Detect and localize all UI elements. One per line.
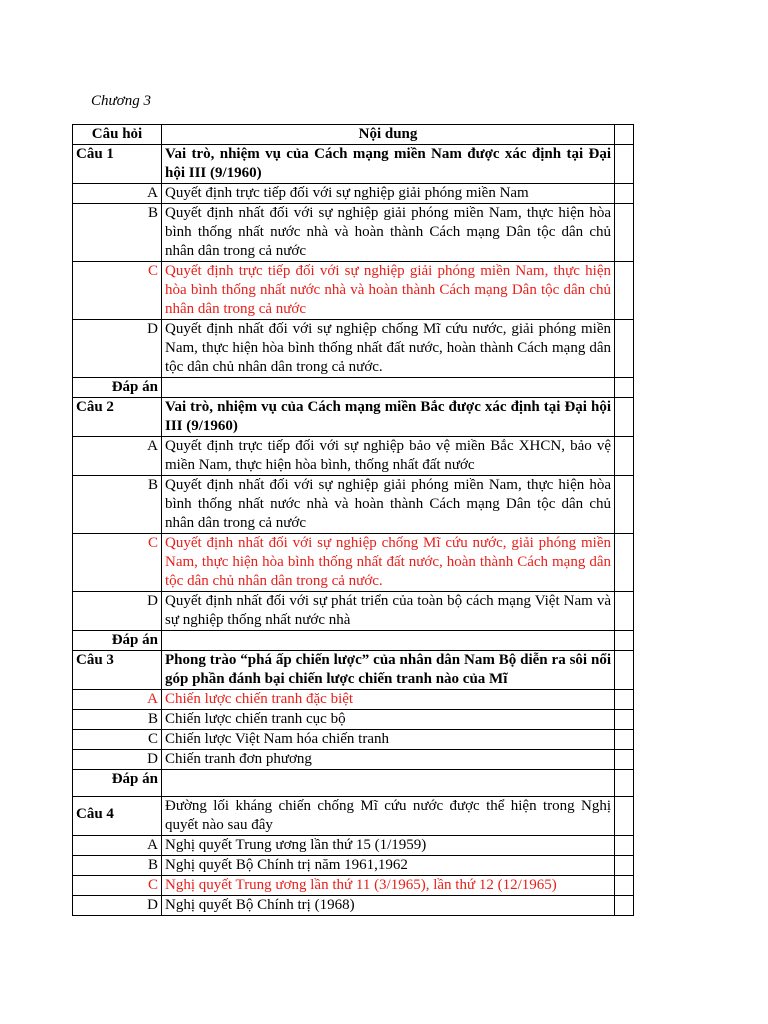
empty-cell: [615, 730, 634, 750]
empty-cell: [615, 651, 634, 690]
option-letter: B: [73, 204, 162, 262]
option-letter: B: [73, 476, 162, 534]
option-letter: A: [73, 437, 162, 476]
option-text: Chiến lược chiến tranh đặc biệt: [162, 690, 615, 710]
option-letter: B: [73, 710, 162, 730]
option-text: Nghị quyết Bộ Chính trị (1968): [162, 896, 615, 916]
answer-label: Đáp án: [73, 631, 162, 651]
option-text: Chiến tranh đơn phương: [162, 750, 615, 770]
option-text: Quyết định nhất đối với sự nghiệp chống Mĩ cứu nước, giải phóng miền Nam, thực hiện hòa bình thống nhất đất nước, hoàn thành Cách mạng dân tộc dân chủ nhân dân trong cả nước.: [162, 534, 615, 592]
empty-cell: [615, 896, 634, 916]
header-question: Câu hỏi: [73, 125, 162, 145]
empty-cell: [615, 750, 634, 770]
question-label: Câu 4: [73, 797, 162, 836]
option-letter: D: [73, 750, 162, 770]
answer-cell: [162, 378, 615, 398]
question-row: [73, 398, 634, 437]
question-row: [73, 797, 634, 836]
empty-cell: [615, 592, 634, 631]
option-text: Quyết định nhất đối với sự nghiệp giải phóng miền Nam, thực hiện hòa bình thống nhất nước nhà và hoàn thành Cách mạng Dân tộc dân chủ nhân dân trong cả nước: [162, 204, 615, 262]
answer-label: Đáp án: [73, 770, 162, 797]
option-text: Chiến lược chiến tranh cục bộ: [162, 710, 615, 730]
empty-cell: [615, 262, 634, 320]
question-text: Phong trào “phá ấp chiến lược” của nhân dân Nam Bộ diễn ra sôi nổi góp phần đánh bại chiến lược chiến tranh nào của Mĩ: [162, 651, 615, 690]
empty-cell: [615, 534, 634, 592]
option-row: [73, 710, 634, 730]
option-letter: A: [73, 184, 162, 204]
empty-cell: [615, 184, 634, 204]
option-letter: C: [73, 534, 162, 592]
answer-cell: [162, 631, 615, 651]
option-row: [73, 856, 634, 876]
empty-cell: [615, 876, 634, 896]
empty-cell: [615, 145, 634, 184]
option-letter: A: [73, 690, 162, 710]
option-text: Quyết định trực tiếp đối với sự nghiệp bảo vệ miền Bắc XHCN, bảo vệ miền Nam, thực hiện hòa bình, thống nhất đất nước: [162, 437, 615, 476]
question-label: Câu 3: [73, 651, 162, 690]
option-row: [73, 184, 634, 204]
question-label: Câu 1: [73, 145, 162, 184]
question-table: [72, 124, 634, 916]
option-row: [73, 750, 634, 770]
option-text: Nghị quyết Bộ Chính trị năm 1961,1962: [162, 856, 615, 876]
question-text: Đường lối kháng chiến chống Mĩ cứu nước được thể hiện trong Nghị quyết nào sau đây: [162, 797, 615, 836]
option-letter: C: [73, 876, 162, 896]
empty-cell: [615, 797, 634, 836]
option-letter: C: [73, 730, 162, 750]
option-row-correct: [73, 690, 634, 710]
option-row: [73, 896, 634, 916]
header-extra: [615, 125, 634, 145]
option-row: [73, 836, 634, 856]
empty-cell: [615, 631, 634, 651]
option-text: Chiến lược Việt Nam hóa chiến tranh: [162, 730, 615, 750]
empty-cell: [615, 398, 634, 437]
question-row: [73, 145, 634, 184]
empty-cell: [615, 856, 634, 876]
question-label: Câu 2: [73, 398, 162, 437]
empty-cell: [615, 204, 634, 262]
option-row: [73, 730, 634, 750]
option-letter: C: [73, 262, 162, 320]
table-header-row: [73, 125, 634, 145]
answer-row: [73, 770, 634, 797]
option-row: [73, 437, 634, 476]
header-content: Nội dung: [162, 125, 615, 145]
option-letter: D: [73, 320, 162, 378]
option-letter: D: [73, 896, 162, 916]
empty-cell: [615, 836, 634, 856]
empty-cell: [615, 378, 634, 398]
question-row: [73, 651, 634, 690]
option-row: [73, 476, 634, 534]
option-text: Nghị quyết Trung ương lần thứ 15 (1/1959): [162, 836, 615, 856]
answer-row: [73, 378, 634, 398]
option-text: Nghị quyết Trung ương lần thứ 11 (3/1965), lần thứ 12 (12/1965): [162, 876, 615, 896]
option-letter: A: [73, 836, 162, 856]
option-text: Quyết định nhất đối với sự phát triển của toàn bộ cách mạng Việt Nam và sự nghiệp thống nhất nước nhà: [162, 592, 615, 631]
empty-cell: [615, 710, 634, 730]
option-text: Quyết định trực tiếp đối với sự nghiệp giải phóng miền Nam: [162, 184, 615, 204]
option-letter: B: [73, 856, 162, 876]
option-row-correct: [73, 534, 634, 592]
answer-cell: [162, 770, 615, 797]
option-row: [73, 204, 634, 262]
option-letter: D: [73, 592, 162, 631]
option-row-correct: [73, 262, 634, 320]
option-row: [73, 592, 634, 631]
question-text: Vai trò, nhiệm vụ của Cách mạng miền Nam được xác định tại Đại hội III (9/1960): [162, 145, 615, 184]
empty-cell: [615, 476, 634, 534]
empty-cell: [615, 690, 634, 710]
answer-label: Đáp án: [73, 378, 162, 398]
empty-cell: [615, 437, 634, 476]
option-text: Quyết định nhất đối với sự nghiệp chống Mĩ cứu nước, giải phóng miền Nam, thực hiện hòa bình thống nhất đất nước, hoàn thành Cách mạng dân tộc dân chủ nhân dân trong cả nước.: [162, 320, 615, 378]
option-row: [73, 320, 634, 378]
answer-row: [73, 631, 634, 651]
empty-cell: [615, 770, 634, 797]
option-text: Quyết định trực tiếp đối với sự nghiệp giải phóng miền Nam, thực hiện hòa bình thống nhất nước nhà và hoàn thành Cách mạng Dân tộc dân chủ nhân dân trong cả nước: [162, 262, 615, 320]
empty-cell: [615, 320, 634, 378]
question-text: Vai trò, nhiệm vụ của Cách mạng miền Bắc được xác định tại Đại hội III (9/1960): [162, 398, 615, 437]
option-row-correct: [73, 876, 634, 896]
option-text: Quyết định nhất đối với sự nghiệp giải phóng miền Nam, thực hiện hòa bình thống nhất nước nhà và hoàn thành Cách mạng Dân tộc dân chủ nhân dân trong cả nước: [162, 476, 615, 534]
chapter-title: Chương 3: [91, 93, 151, 109]
